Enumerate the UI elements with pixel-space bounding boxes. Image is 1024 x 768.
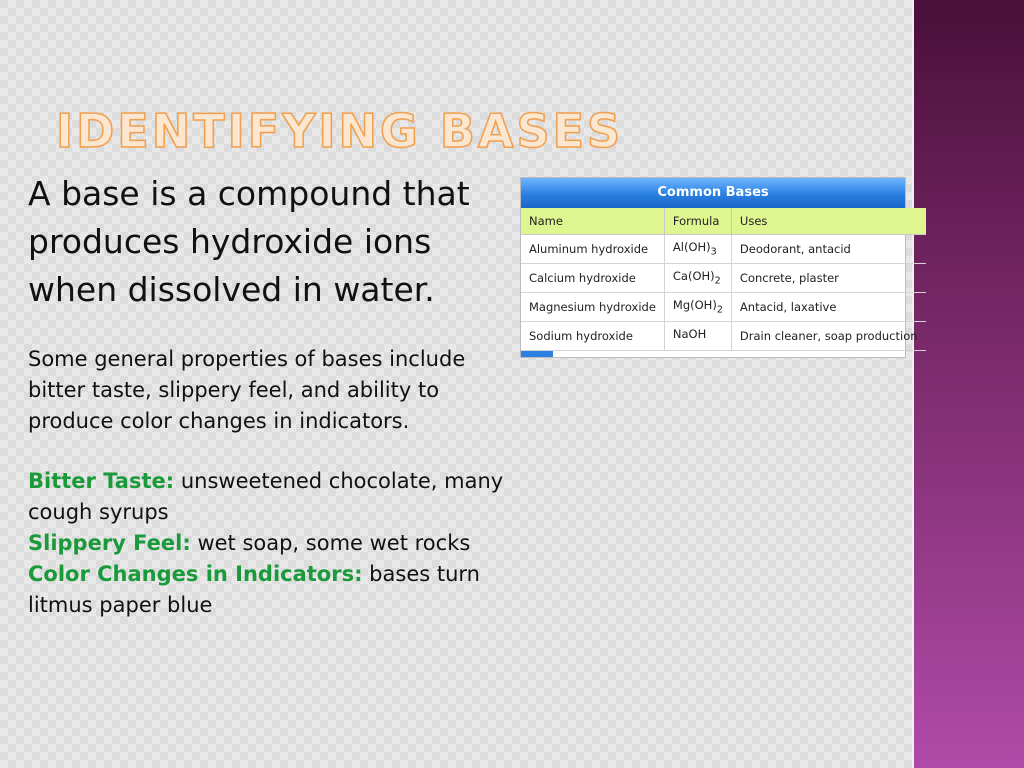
cell-formula: NaOH [664, 322, 731, 351]
cell-name: Calcium hydroxide [521, 264, 664, 293]
example-item-slippery [28, 528, 508, 559]
table-row [521, 322, 926, 351]
table-footer-bar [521, 351, 905, 357]
table-header-row [521, 208, 926, 235]
example-item-bitter [28, 466, 508, 528]
property-examples [28, 466, 508, 621]
example-text: unsweetened chocolate, many cough syrups [28, 469, 504, 524]
example-term: Bitter Taste: [28, 469, 175, 493]
table-title: Common Bases [521, 178, 905, 208]
cell-uses: Concrete, plaster [731, 264, 925, 293]
slide-title: IDENTIFYING BASES [56, 104, 624, 158]
column-header-name: Name [521, 208, 664, 235]
example-item-color [28, 559, 508, 621]
properties-text: Some general properties of bases include bitter taste, slippery feel, and ability to produce color changes in indicators. [28, 347, 466, 433]
cell-formula: $Mg(OH)_2$ [664, 293, 731, 322]
cell-name: Aluminum hydroxide [521, 235, 664, 264]
cell-name: Sodium hydroxide [521, 322, 664, 351]
table-row [521, 293, 926, 322]
cell-formula: $Al(OH)_3$ [664, 235, 731, 264]
example-text: bases turn litmus paper blue [28, 562, 480, 617]
decorative-side-band [912, 0, 1024, 768]
common-bases-table [520, 177, 918, 358]
cell-uses: Drain cleaner, soap production [731, 322, 925, 351]
definition-text: A base is a compound that produces hydroxide ions when dissolved in water. [28, 174, 470, 309]
table-row [521, 264, 926, 293]
column-header-uses: Uses [731, 208, 925, 235]
table-row [521, 235, 926, 264]
cell-name: Magnesium hydroxide [521, 293, 664, 322]
column-header-formula: Formula [664, 208, 731, 235]
cell-formula: $Ca(OH)_2$ [664, 264, 731, 293]
cell-uses: Deodorant, antacid [731, 235, 925, 264]
cell-uses: Antacid, laxative [731, 293, 925, 322]
example-text: wet soap, some wet rocks [190, 531, 471, 555]
example-term: Color Changes in Indicators: [28, 562, 363, 586]
example-term: Slippery Feel: [28, 531, 191, 555]
